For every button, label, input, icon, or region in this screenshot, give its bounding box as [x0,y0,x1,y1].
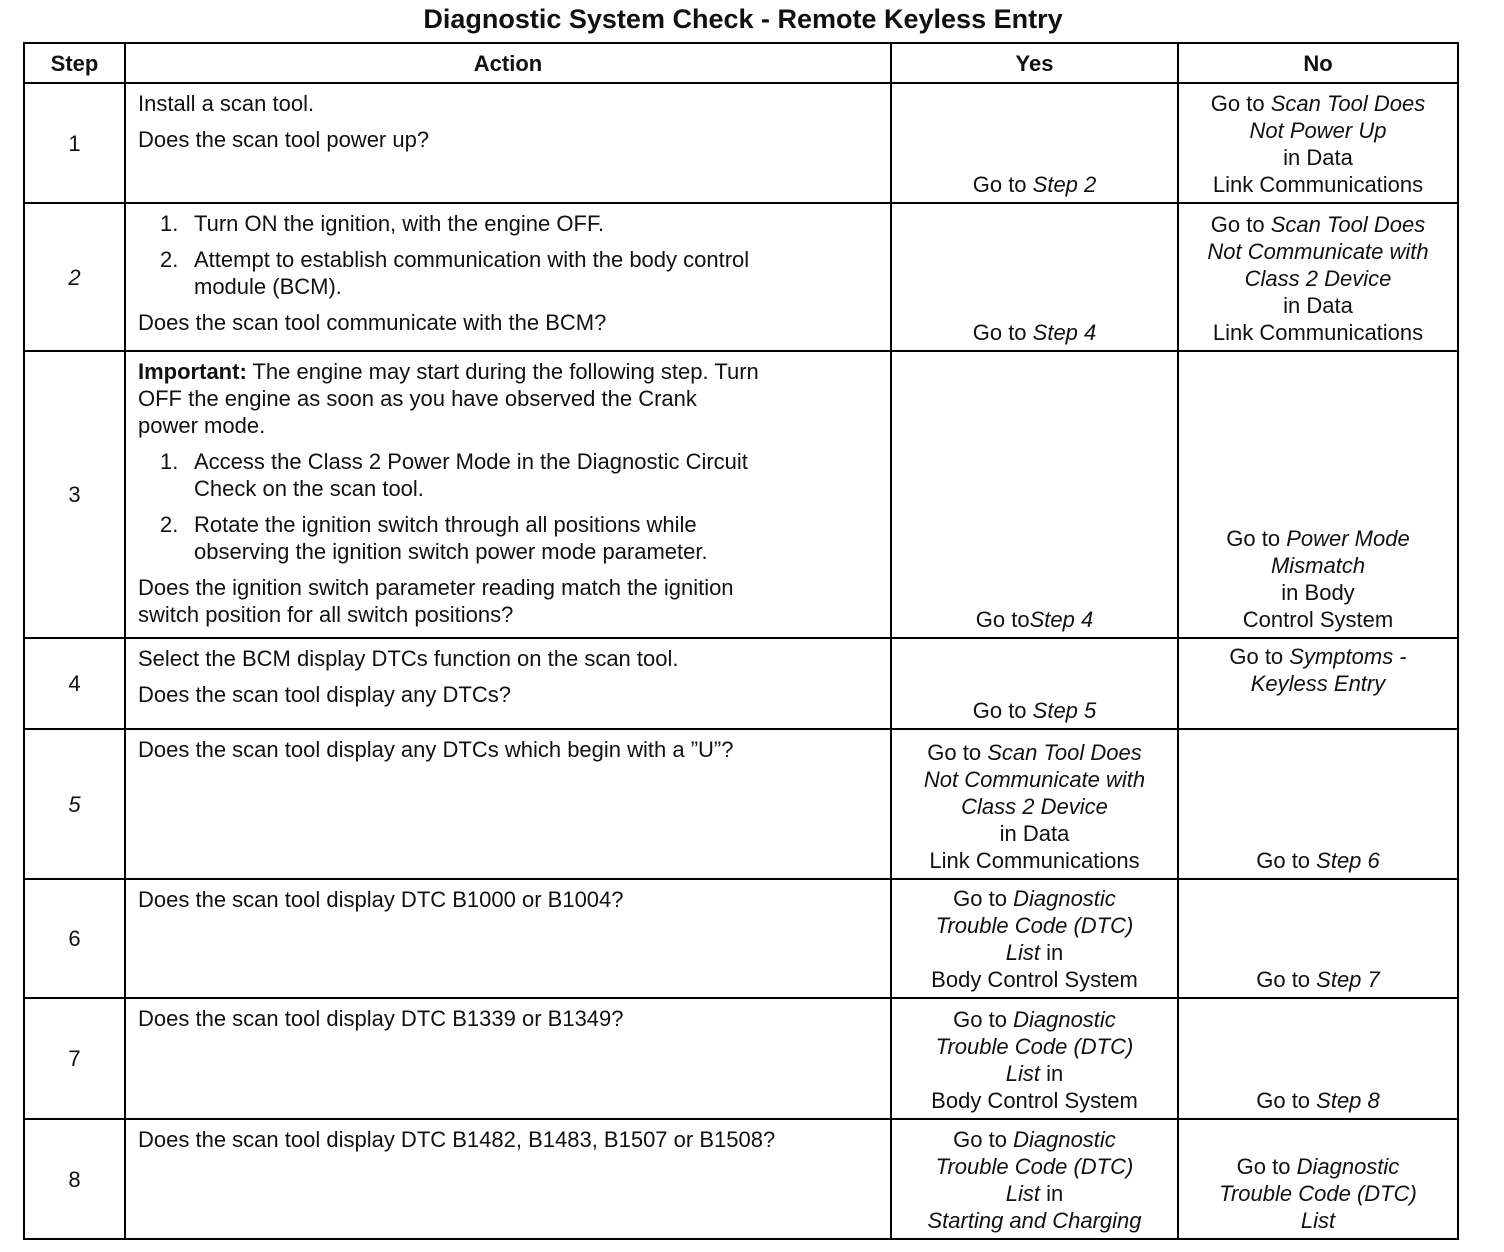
list-number: 1. [160,211,179,236]
action-line [138,385,880,412]
no-result-line [1183,117,1453,144]
action-cell [125,1119,891,1239]
result-text: Go to [1226,526,1287,551]
action-line [138,601,880,628]
action-line [138,681,880,708]
reference-link-text: Step 7 [1316,967,1380,992]
action-text: Does the scan tool display any DTCs which begin with a ”U”? [138,737,734,762]
yes-result-line [896,912,1173,939]
yes-result-line [896,1087,1173,1114]
action-text: Does the scan tool display DTC B1000 or B1004? [138,887,624,912]
result-text: Control System [1242,607,1394,632]
action-paragraph [138,886,880,913]
result-text: Go to [975,607,1030,632]
yes-result-line [896,1060,1173,1087]
no-result [1178,998,1458,1119]
yes-result-line [896,1126,1173,1153]
action-paragraph [138,736,880,763]
no-result-line [1183,525,1453,552]
no-result-line [1183,292,1453,319]
action-line [194,511,708,538]
action-line [138,358,880,385]
no-result-line [1183,1153,1453,1180]
no-result-line [1183,966,1453,993]
list-text [194,246,749,300]
header-yes: Yes [891,43,1178,83]
result-text: Go to [972,698,1033,723]
action-list-item [138,210,880,237]
reference-link-text: Not Communicate with [923,767,1146,792]
reference-link-text: Keyless Entry [1250,671,1386,696]
action-cell [125,83,891,203]
reference-link-text: List [1005,940,1040,965]
result-text: in [1040,940,1064,965]
no-result [1178,638,1458,729]
yes-result-line [896,766,1173,793]
action-line [138,412,880,439]
important-label: Important: [138,359,247,384]
action-text: observing the ignition switch power mode parameter. [194,539,708,564]
reference-link-text: Diagnostic [1013,886,1116,911]
result-text: Go to [1256,967,1317,992]
table-row [24,203,1458,351]
table-row [24,1119,1458,1239]
step-number: 7 [24,998,125,1119]
yes-result [891,729,1178,879]
step-number: 5 [24,729,125,879]
reference-link-text: Scan Tool Does [987,740,1142,765]
no-result [1178,879,1458,998]
result-text: Go to [953,1127,1014,1152]
action-line [138,736,880,763]
header-step: Step [24,43,125,83]
reference-link-text: Class 2 Device [1244,266,1392,291]
table-row [24,729,1458,879]
list-text [194,448,748,502]
action-text: OFF the engine as soon as you have observed the Crank [138,386,697,411]
action-line [138,1005,880,1032]
action-cell [125,998,891,1119]
action-text: Does the scan tool communicate with the BCM? [138,310,607,335]
result-text: Go to [972,172,1033,197]
action-text: power mode. [138,413,266,438]
result-text: Go to [1210,91,1271,116]
yes-result-line [896,820,1173,847]
list-number: 2. [160,247,179,272]
action-line [138,309,880,336]
result-text: Go to [927,740,988,765]
reference-link-text: Step 4 [1032,320,1097,345]
no-result-line [1183,238,1453,265]
table-row [24,351,1458,638]
no-result [1178,729,1458,879]
list-number: 2. [160,512,179,537]
action-paragraph [138,681,880,708]
no-result [1178,351,1458,638]
action-line [194,538,708,565]
action-list-item [138,246,880,300]
yes-result [891,83,1178,203]
reference-link-text: Trouble Code (DTC) [935,1034,1134,1059]
action-text: Does the scan tool display DTC B1339 or B1349? [138,1006,624,1031]
action-text: Does the ignition switch parameter reading match the ignition [138,575,734,600]
reference-link-text: List [1300,1208,1336,1233]
yes-result [891,638,1178,729]
action-cell [125,638,891,729]
action-cell [125,351,891,638]
reference-link-text: Step 4 [1029,607,1094,632]
action-text: module (BCM). [194,274,342,299]
result-text: Go to [1256,848,1317,873]
action-line [138,574,880,601]
yes-result-line [896,885,1173,912]
reference-link-text: Symptoms - [1289,644,1407,669]
no-result-line [1183,265,1453,292]
action-text: Check on the scan tool. [194,476,424,501]
action-paragraph [138,645,880,672]
no-result-line [1183,171,1453,198]
step-number: 4 [24,638,125,729]
yes-result [891,1119,1178,1239]
yes-result-line [896,1180,1173,1207]
no-result-line [1183,144,1453,171]
action-line [138,126,880,153]
action-text: Does the scan tool display any DTCs? [138,682,511,707]
action-line [138,886,880,913]
no-result [1178,203,1458,351]
action-cell [125,729,891,879]
no-result-line [1183,670,1453,697]
result-text: in Data [999,821,1070,846]
action-text: Does the scan tool display DTC B1482, B1483, B1507 or B1508? [138,1127,776,1152]
action-line [194,448,748,475]
result-text: Go to [972,320,1033,345]
yes-result-line [896,1006,1173,1033]
reference-link-text: List [1005,1061,1040,1086]
step-number: 6 [24,879,125,998]
action-text: Install a scan tool. [138,91,315,116]
step-number: 2 [24,203,125,351]
yes-result [891,879,1178,998]
table-row [24,83,1458,203]
result-text: Go to [953,886,1014,911]
no-result [1178,1119,1458,1239]
yes-result-line [896,939,1173,966]
action-line [194,475,748,502]
action-text: The engine may start during the following step. Turn [246,359,759,384]
reference-link-text: Trouble Code (DTC) [1219,1181,1417,1206]
no-result-line [1183,1087,1453,1114]
reference-link-text: Step 8 [1316,1088,1380,1113]
yes-result [891,203,1178,351]
reference-link-text: Trouble Code (DTC) [935,913,1134,938]
action-text: Attempt to establish communication with the body control [194,247,750,272]
no-result-line [1183,606,1453,633]
action-paragraph [138,309,880,336]
reference-link-text: List [1005,1181,1040,1206]
action-line [138,1126,880,1153]
result-text: Go to [1210,212,1271,237]
yes-result-line [896,697,1173,724]
step-number: 1 [24,83,125,203]
result-text: Link Communications [1212,172,1424,197]
result-text: Link Communications [1212,320,1424,345]
result-text: Go to [1236,1154,1297,1179]
reference-link-text: Diagnostic [1296,1154,1400,1179]
no-result-line [1183,847,1453,874]
result-text: in [1040,1181,1064,1206]
no-result-line [1183,319,1453,346]
action-text: Access the Class 2 Power Mode in the Diagnostic Circuit [194,449,748,474]
list-number: 1. [160,449,179,474]
header-action: Action [125,43,891,83]
result-text: Link Communications [929,848,1140,873]
no-result-line [1183,579,1453,606]
page-title: Diagnostic System Check - Remote Keyless Entry [423,4,1063,34]
action-text: Turn ON the ignition, with the engine OFF. [194,211,605,236]
result-text: in Body [1281,580,1355,605]
table-row [24,879,1458,998]
result-text: in Data [1283,293,1353,318]
reference-link-text: Not Communicate with [1207,239,1429,264]
action-line [194,273,749,300]
reference-link-text: Step 6 [1316,848,1380,873]
yes-result-line [896,171,1173,198]
yes-result-line [896,1207,1173,1234]
reference-link-text: Scan Tool Does [1270,91,1426,116]
reference-link-text: Not Power Up [1249,118,1387,143]
result-text: in [1040,1061,1064,1086]
yes-result-line [896,847,1173,874]
reference-link-text: Step 5 [1032,698,1097,723]
reference-link-text: Diagnostic [1013,1127,1116,1152]
reference-link-text: Power Mode [1286,526,1410,551]
yes-result-line [896,1033,1173,1060]
no-result-line [1183,1180,1453,1207]
reference-link-text: Step 2 [1032,172,1097,197]
reference-link-text: Mismatch [1270,553,1366,578]
action-cell [125,203,891,351]
no-result [1178,83,1458,203]
action-paragraph [138,358,880,439]
list-text [194,511,708,565]
no-result-line [1183,90,1453,117]
list-text [194,210,604,237]
action-paragraph [138,1126,880,1153]
yes-result-line [896,793,1173,820]
yes-result-line [896,319,1173,346]
action-text: Rotate the ignition switch through all positions while [194,512,697,537]
action-line [138,645,880,672]
action-list-item [138,511,880,565]
action-line [138,90,880,117]
result-text: Body Control System [931,1088,1138,1113]
reference-link-text: Diagnostic [1013,1007,1116,1032]
diagnostic-table [23,42,1459,1240]
result-text: Body Control System [931,967,1138,992]
action-line [194,210,604,237]
action-cell [125,879,891,998]
yes-result [891,351,1178,638]
no-result-line [1183,552,1453,579]
yes-result-line [896,606,1173,633]
result-text: in Data [1283,145,1353,170]
step-number: 3 [24,351,125,638]
reference-link-text: Trouble Code (DTC) [935,1154,1134,1179]
action-text: Select the BCM display DTCs function on the scan tool. [138,646,679,671]
action-text: switch position for all switch positions? [138,602,514,627]
no-result-line [1183,1207,1453,1234]
table-row [24,638,1458,729]
action-paragraph [138,1005,880,1032]
header-row [24,43,1458,83]
header-no: No [1178,43,1458,83]
reference-link-text: Class 2 Device [961,794,1108,819]
no-result-line [1183,643,1453,670]
action-paragraph [138,126,880,153]
step-number: 8 [24,1119,125,1239]
action-line [194,246,749,273]
action-paragraph [138,90,880,117]
action-list-item [138,448,880,502]
table-row [24,998,1458,1119]
yes-result-line [896,739,1173,766]
yes-result-line [896,966,1173,993]
result-text: Go to [953,1007,1014,1032]
action-text: Does the scan tool power up? [138,127,430,152]
result-text: Go to [1229,644,1290,669]
yes-result [891,998,1178,1119]
yes-result-line [896,1153,1173,1180]
result-text: Go to [1256,1088,1317,1113]
reference-link-text: Scan Tool Does [1270,212,1426,237]
no-result-line [1183,211,1453,238]
reference-link-text: Starting and Charging [927,1208,1142,1233]
action-paragraph [138,574,880,628]
